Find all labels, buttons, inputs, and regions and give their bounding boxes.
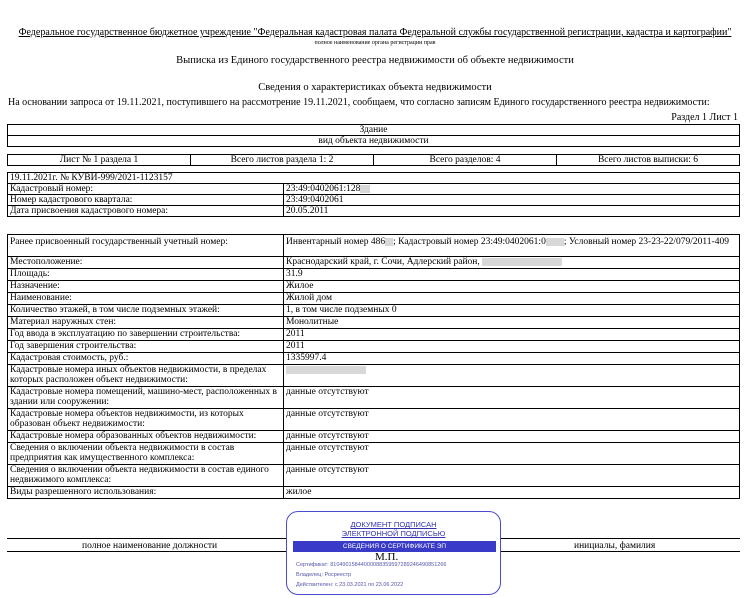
table-row (8, 353, 740, 365)
cadastral-number: 23:49:0402061:128 (286, 184, 361, 194)
inventory-number: Инвентарный номер 486 (286, 237, 386, 247)
row-value: данные отсутствуют (284, 465, 740, 487)
table-row (8, 195, 740, 206)
seal-place-label: М.П. (375, 551, 399, 563)
table-row (8, 409, 740, 431)
object-name: Здание (8, 125, 740, 136)
stamp-title-line1: ДОКУМЕНТ ПОДПИСАН (350, 520, 437, 529)
redacted-mark (546, 238, 564, 246)
stamp-title-line2: ЭЛЕКТРОННОЙ ПОДПИСЬЮ (341, 529, 446, 538)
initials-caption: инициалы, фамилия (574, 541, 656, 551)
row-value (284, 184, 740, 195)
row-value: Жилое (284, 281, 740, 293)
table-row (8, 387, 740, 409)
row-label: Год завершения строительства: (8, 341, 284, 353)
table-row (8, 329, 740, 341)
row-value (284, 235, 740, 257)
table-row (8, 365, 740, 387)
table-row (8, 341, 740, 353)
certificate-number: Сертификат: 81049015844000088359597289246490851266 (296, 562, 447, 568)
table-row (8, 257, 740, 269)
object-caption: вид объекта недвижимости (8, 136, 740, 147)
table-row (8, 443, 740, 465)
row-label: Материал наружных стен: (8, 317, 284, 329)
row-value (284, 257, 740, 269)
document-reference: 19.11.2021г. № КУВИ-999/2021-1123157 (8, 173, 740, 184)
row-value: Жилой дом (284, 293, 740, 305)
sheets-in-section: Всего листов раздела 1: 2 (191, 155, 374, 166)
organization-caption: полное наименование органа регистрации прав (314, 40, 436, 46)
conditional-number: ; Условный номер 23-23-22/079/2011-409 (563, 237, 729, 247)
row-value: 23:49:0402061 (284, 195, 740, 206)
row-value: данные отсутствуют (284, 409, 740, 431)
redacted-mark (360, 185, 370, 193)
table-row (8, 317, 740, 329)
redacted-mark (385, 238, 393, 246)
row-label: Количество этажей, в том числе подземных этажей: (8, 305, 284, 317)
electronic-signature-stamp (286, 511, 501, 595)
row-label: Сведения о включении объекта недвижимости в состав предприятия как имущественного комплекса: (8, 443, 284, 465)
table-row (8, 269, 740, 281)
row-value: 1, в том числе подземных 0 (284, 305, 740, 317)
table-row (8, 465, 740, 487)
table-row (8, 281, 740, 293)
row-label: Виды разрешенного использования: (8, 487, 284, 499)
redacted-mark (482, 258, 562, 266)
table-row (8, 431, 740, 443)
basic-info-table (7, 172, 740, 217)
certificate-info-bar: СВЕДЕНИЯ О СЕРТИФИКАТЕ ЭП (293, 541, 496, 552)
table-row (8, 305, 740, 317)
row-value: данные отсутствуют (284, 443, 740, 465)
sheet-number: Лист № 1 раздела 1 (8, 155, 191, 166)
row-label: Кадастровые номера иных объектов недвижимости, в пределах которых расположен объект недвижимости: (8, 365, 284, 387)
document-title: Выписка из Единого государственного реестра недвижимости об объекте недвижимости (176, 55, 574, 66)
row-label: Год ввода в эксплуатацию по завершении строительства: (8, 329, 284, 341)
row-label: Кадастровые номера образованных объектов недвижимости: (8, 431, 284, 443)
table-row (8, 293, 740, 305)
intro-text: На основании запроса от 19.11.2021, поступившего на рассмотрение 19.11.2021, сообщаем, что согласно записям Единого государственного реестра недвижимости: (8, 97, 710, 108)
row-label: Кадастровый номер: (8, 184, 284, 195)
table-row (8, 235, 740, 257)
position-caption: полное наименование должности (82, 541, 218, 551)
row-value: жилое (284, 487, 740, 499)
row-label: Сведения о включении объекта недвижимости в состав единого недвижимого комплекса: (8, 465, 284, 487)
row-value: 1335997.4 (284, 353, 740, 365)
row-label: Кадастровые номера объектов недвижимости, из которых образован объект недвижимости: (8, 409, 284, 431)
organization-name: Федеральное государственное бюджетное учреждение "Федеральная кадастровая палата Федеральной службы государственной регистрации, кадастра и картографии" (18, 27, 732, 38)
row-value: данные отсутствуют (284, 387, 740, 409)
row-label: Местоположение: (8, 257, 284, 269)
table-row (8, 487, 740, 499)
row-label: Назначение: (8, 281, 284, 293)
object-type-table (7, 124, 740, 147)
total-sheets: Всего листов выписки: 6 (557, 155, 740, 166)
row-label: Номер кадастрового квартала: (8, 195, 284, 206)
row-label: Площадь: (8, 269, 284, 281)
row-label: Дата присвоения кадастрового номера: (8, 206, 284, 217)
row-value: данные отсутствуют (284, 431, 740, 443)
characteristics-table (7, 234, 740, 499)
sheets-table (7, 154, 740, 166)
row-label: Кадастровая стоимость, руб.: (8, 353, 284, 365)
section-title: Сведения о характеристиках объекта недвижимости (258, 82, 492, 93)
row-value: 31.9 (284, 269, 740, 281)
location-value: Краснодарский край, г. Сочи, Адлерский район, (286, 257, 480, 267)
redacted-mark (286, 366, 366, 374)
old-cadastral-number: ; Кадастровый номер 23:49:0402061:0 (393, 237, 546, 247)
row-value (284, 365, 740, 387)
table-row (8, 184, 740, 195)
row-value: Монолитные (284, 317, 740, 329)
row-label: Кадастровые номера помещений, машино-мест, расположенных в здании или сооружении: (8, 387, 284, 409)
total-sections: Всего разделов: 4 (374, 155, 557, 166)
row-label: Ранее присвоенный государственный учетный номер: (8, 235, 284, 257)
table-row (8, 206, 740, 217)
row-label: Наименование: (8, 293, 284, 305)
row-value: 20.05.2011 (284, 206, 740, 217)
certificate-owner: Владелец: Росреестр (296, 572, 352, 578)
row-value: 2011 (284, 341, 740, 353)
certificate-validity: Действителен: с 23.03.2021 по 23.06.2022 (296, 582, 404, 588)
row-value: 2011 (284, 329, 740, 341)
section-sheet-label: Раздел 1 Лист 1 (671, 112, 738, 123)
